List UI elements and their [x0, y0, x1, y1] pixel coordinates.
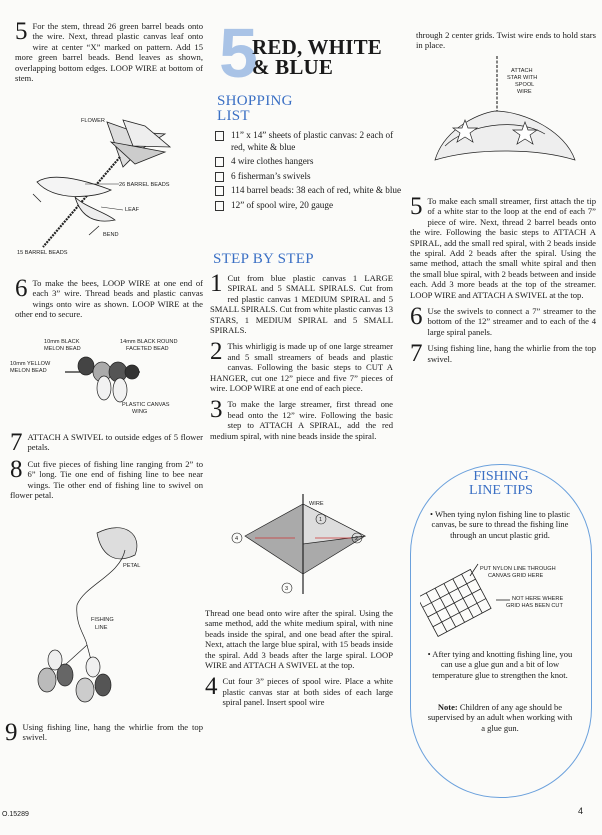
bee-figure: [10, 336, 205, 420]
right-continuation: through 2 center grids. Twist wire ends to hold stars in place.: [416, 30, 596, 51]
canvas-grid-figure: [420, 560, 585, 642]
step-text: Cut five pieces of fishing line ranging from 2” to 6” long. Tie one end of fishing line to bee near wings. Tie other end of fishing line to swivel on flower petal.: [10, 459, 203, 501]
list-item: [213, 130, 403, 153]
flower-stem-figure: [15, 112, 205, 262]
middle-paragraph: Thread one bead onto wire after the spiral. Using the same method, add the white medium spiral, with nine beads inside the spiral, and one bead after the spiral. Next, attach the large blue spiral, with 15 beads inside the spiral. Add 3 beads after the large spiral. LOOP WIRE and ATTACH A SWIVEL at the top.: [205, 608, 393, 671]
step-text: To make the bees, LOOP WIRE at one end of each 3” wire. Thread beads and plastic canvas wings onto wire as shown. LOOP WIRE at the other end to secure.: [15, 278, 203, 320]
step-number: 8: [10, 459, 23, 483]
left-step-8: [10, 459, 203, 501]
left-step-9: [5, 722, 203, 743]
step-by-step-heading: STEP BY STEP: [213, 251, 314, 267]
checkbox-icon: [215, 131, 224, 141]
tips-title: [440, 470, 562, 498]
middle-steps-2: [205, 608, 393, 714]
bee-illustration: [65, 357, 140, 402]
left-step-5: [15, 21, 203, 83]
step-number: 5: [410, 196, 423, 220]
label-leaf: LEAF: [125, 207, 139, 213]
spiral-illustration: [245, 494, 365, 594]
step-number: 6: [15, 278, 28, 302]
step-number: 3: [210, 399, 223, 424]
tips-paragraph-2: • After tying and knotting fishing line, you can use a glue gun and a bit of low temperature glue to strengthen the knot.: [427, 649, 573, 680]
right-step-6: [410, 306, 596, 337]
item-text: 12” of spool wire, 20 gauge: [231, 199, 334, 210]
checkbox-icon: [215, 201, 224, 211]
label-10mm-yellow: 10mm YELLOW: [10, 361, 51, 367]
project-number: 5: [219, 14, 258, 92]
label-15-barrel-beads: 15 BARREL BEADS: [17, 250, 68, 256]
label-wire: WIRE: [309, 501, 324, 507]
note-text: Children of any age should be supervised by an adult when working with a glue gun.: [427, 702, 573, 733]
star-streamer-illustration: [435, 56, 575, 160]
project-title: [252, 37, 382, 77]
label-not-here: NOT HERE WHERE: [512, 596, 564, 602]
label-wire: WIRE: [517, 89, 532, 95]
label-1: 1: [319, 517, 323, 523]
tips-paragraph-1: • When tying nylon fishing line to plastic canvas, be sure to thread the fishing line through an uncut plastic grid.: [430, 509, 570, 540]
step-text: To make the large streamer, first thread one bead onto the 12” wire. Following the basic step to ATTACH A SPIRAL, add the red medium spiral, with nine beads inside the spiral.: [210, 399, 393, 441]
label-plastic-canvas: PLASTIC CANVAS: [122, 402, 170, 408]
step-text: This whirligig is made up of one large streamer and 5 small streamers of beads and plastic canvas. Following the basic steps to CUT A HANGER, cut one 12” piece and five 7” pieces of wire. LOOP WIRE at one end of each piece.: [210, 341, 393, 394]
right-step-7: [410, 343, 596, 364]
label-canvas-grid-here: CANVAS GRID HERE: [488, 573, 544, 579]
label-melon-bead-2: MELON BEAD: [10, 368, 47, 374]
title-line-2: & BLUE: [252, 55, 334, 79]
label-3: 3: [285, 586, 289, 592]
middle-steps: [210, 273, 393, 447]
label-4: 4: [235, 536, 239, 542]
shopping-list: [213, 130, 403, 214]
list-item: [213, 185, 403, 197]
label-14mm-black-round: 14mm BLACK ROUND: [120, 339, 178, 345]
left-column-4: [5, 722, 203, 749]
step-number: 1: [210, 273, 223, 297]
label-spool: SPOOL: [515, 82, 535, 88]
petal-figure: [25, 515, 205, 715]
label-10mm-black: 10mm BLACK: [44, 339, 80, 345]
item-text: 6 fisherman’s swivels: [231, 170, 311, 181]
label-fishing: FISHING: [91, 617, 114, 623]
right-step-5: [410, 196, 596, 300]
step-number: 5: [15, 21, 28, 45]
label-star-with: STAR WITH: [507, 75, 538, 81]
left-column: [15, 21, 203, 89]
list-item: [213, 171, 403, 183]
middle-step-3: [210, 399, 393, 441]
item-text: 114 barrel beads: 38 each of red, white & blue: [231, 185, 402, 195]
step-text: Using fishing line, hang the whirlie from the top swivel.: [427, 343, 596, 364]
step-text: ATTACH A SWIVEL to outside edges of 5 flower petals.: [27, 432, 203, 453]
label-2: 2: [355, 536, 359, 542]
petal-illustration: [38, 528, 137, 702]
label-wing: WING: [132, 409, 148, 415]
step-text: Cut from blue plastic canvas 1 LARGE SPIRAL and 5 SMALL SPIRALS. Cut from red plastic canvas 1 MEDIUM SPIRAL and 5 SMALL SPIRALS. Cut from white plastic canvas 13 STARS, 1 MEDIUM SPIRAL and 5 SMALL SPIRALS.: [210, 273, 393, 336]
left-step-6: [15, 278, 203, 320]
right-steps: [410, 196, 596, 370]
step-number: 9: [5, 722, 18, 743]
label-26-barrel-beads: 26 BARREL BEADS: [119, 182, 170, 188]
label-faceted-bead: FACETED BEAD: [126, 346, 169, 352]
left-step-7: [10, 432, 203, 453]
step-number: 4: [205, 676, 218, 701]
step-text: Use the swivels to connect a 7” streamer to the bottom of the 12” streamer and to each of the 4 large spiral panels.: [427, 306, 596, 337]
spiral-figure: [225, 494, 385, 604]
note-label: Note:: [437, 702, 458, 712]
step-text: Cut four 3” pieces of spool wire. Place a white plastic canvas star at both sides of each large spiral panel. Insert spool wire: [222, 676, 393, 708]
step-number: 2: [210, 341, 223, 366]
label-petal: PETAL: [123, 563, 141, 569]
checkbox-icon: [215, 172, 224, 182]
shopping-heading-2: LIST: [217, 108, 250, 124]
left-column-2: [15, 278, 203, 326]
step-text: Using fishing line, hang the whirlie from the top swivel.: [22, 722, 203, 743]
tips-title-1: FISHING: [473, 469, 529, 484]
step-text: For the stem, thread 26 green barrel beads onto the wire. Next, thread plastic canvas leaf onto wire at center “X” marked on pattern. Add 15 more green barrel beads. Bend leaves as shown, overlapping bottom edges. LOOP WIRE at bottom of stem.: [15, 21, 203, 84]
shopping-heading-1: SHOPPING: [217, 93, 293, 109]
step-text: To make each small streamer, first attach the tip of a white star to the loop at the end of each 7” piece of wire. Next, thread 2 barrel beads onto the wire. Following the basic steps to ATTACH A SPIRAL, add the small red spiral, with 2 beads inside the spiral. Add 2 beads after the spiral. Using the same method, attach the small white spiral and then the small blue spiral, with 2 beads between and inside each. Add 3 more beads at the top of the streamer. LOOP WIRE and ATTACH A SWIVEL at the top.: [410, 196, 596, 300]
step-number: 6: [410, 306, 423, 331]
step-number: 7: [410, 343, 423, 365]
item-text: 4 wire clothes hangers: [231, 156, 314, 166]
label-bend: BEND: [103, 232, 119, 238]
star-figure: [425, 56, 595, 174]
label-put-nylon: PUT NYLON LINE THROUGH: [480, 566, 556, 572]
label-grid-cut: GRID HAS BEEN CUT: [506, 603, 563, 609]
checkbox-icon: [215, 186, 224, 196]
label-attach: ATTACH: [511, 68, 533, 74]
item-text: 11” x 14” sheets of plastic canvas: 2 each of red, white & blue: [231, 130, 394, 152]
page-number: 4: [578, 806, 584, 816]
title-line-1: RED, WHITE: [252, 35, 382, 59]
list-item: [213, 156, 403, 168]
middle-step-4: [205, 676, 393, 707]
checkbox-icon: [215, 157, 224, 167]
label-line: LINE: [95, 625, 108, 631]
tips-title-2: LINE TIPS: [469, 483, 533, 498]
label-melon-bead: MELON BEAD: [44, 346, 81, 352]
step-number: 7: [10, 432, 23, 453]
tips-note: [425, 702, 575, 733]
product-code: O.15289: [2, 811, 29, 818]
shopping-list-heading: [217, 94, 293, 124]
label-flower: FLOWER: [81, 118, 105, 124]
middle-step-1: [210, 273, 393, 335]
left-column-3: [10, 432, 203, 507]
middle-step-2: [210, 341, 393, 393]
list-item: [213, 200, 403, 212]
